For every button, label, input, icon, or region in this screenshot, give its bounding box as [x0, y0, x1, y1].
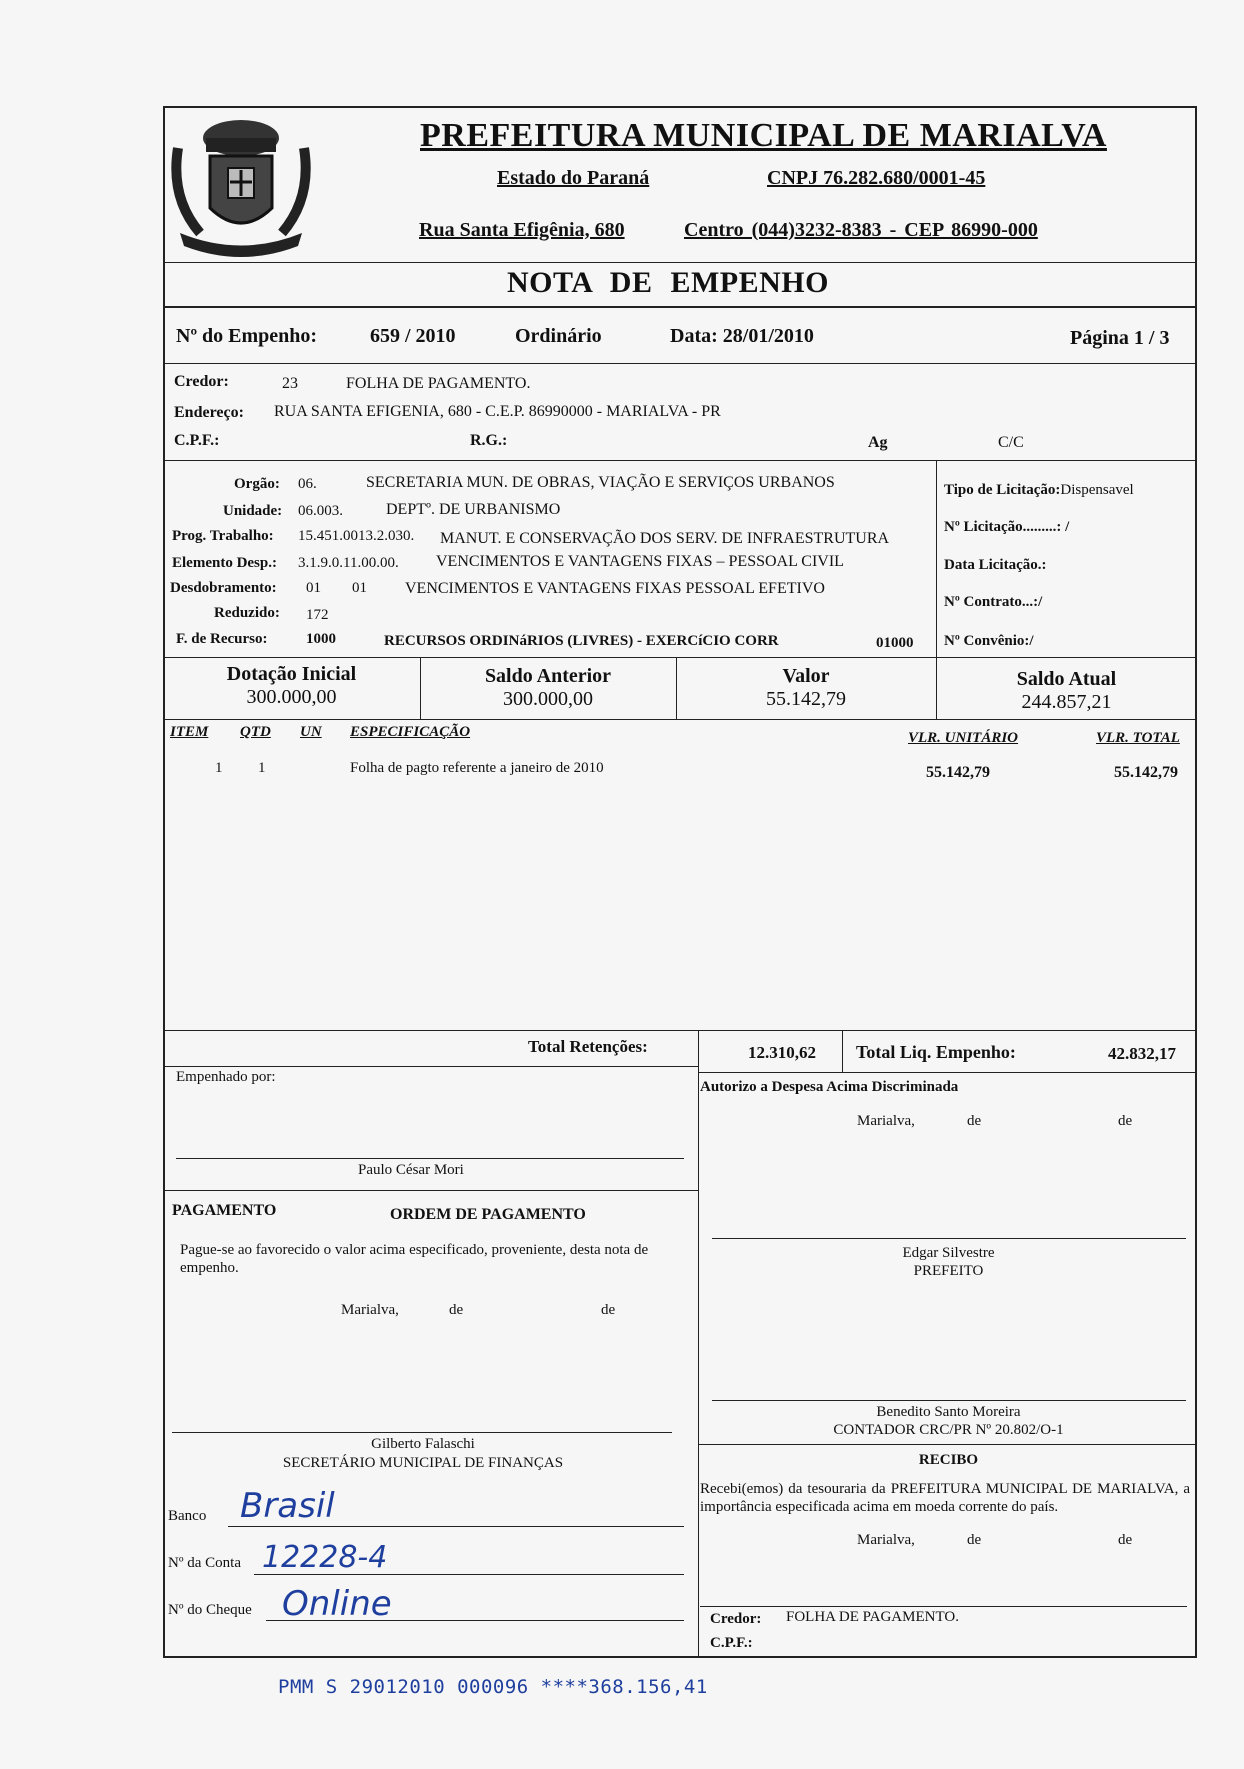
accountant-role: CONTADOR CRC/PR Nº 20.802/O-1	[833, 1422, 1064, 1438]
mayor-role: PREFEITO	[913, 1263, 984, 1279]
empenhado-signer: Paulo César Mori	[358, 1162, 464, 1178]
autorizo-title: Autorizo a Despesa Acima Discriminada	[700, 1079, 959, 1095]
desdobramento-desc: VENCIMENTOS E VANTAGENS FIXAS PESSOAL EFETIVO	[405, 580, 825, 597]
recibo-cpf-label: C.P.F.:	[710, 1635, 753, 1651]
recibo-de-2: de	[1118, 1532, 1133, 1548]
col-spec-header: ESPECIFICAÇÃO	[350, 724, 471, 740]
empenho-number: 659 / 2010	[370, 325, 456, 347]
total-retencoes-value: 12.310,62	[748, 1043, 816, 1062]
table-row-item: 1	[215, 760, 223, 776]
autorizo-de-2: de	[1118, 1113, 1133, 1129]
col-item-header: ITEM	[170, 724, 209, 740]
col-qtd-header: QTD	[240, 724, 271, 740]
recibo-text: Recebi(emos) da tesouraria da PREFEITURA MUNICIPAL DE MARIALVA, a importância especificada acima em moeda corrente do país.	[700, 1481, 1190, 1515]
recurso-code-2: 01000	[876, 635, 914, 651]
empenho-date: Data: 28/01/2010	[670, 325, 814, 347]
desdobramento-code-2: 01	[352, 580, 367, 596]
col-total-header: VLR. TOTAL	[1096, 730, 1180, 746]
table-row-spec: Folha de pagto referente a janeiro de 2010	[350, 760, 604, 776]
elemento-code: 3.1.9.0.11.00.00.	[298, 555, 399, 571]
recibo-title: RECIBO	[918, 1452, 979, 1468]
accountant-name: Benedito Santo Moreira	[876, 1404, 1021, 1420]
orgao-code: 06.	[298, 476, 317, 492]
municipal-coat-of-arms	[170, 108, 312, 258]
autorizo-de-1: de	[967, 1113, 982, 1129]
state-name: Estado do Paraná	[497, 167, 650, 189]
pagamento-de-2: de	[601, 1302, 616, 1318]
convenio-number: Nº Convênio:/	[944, 633, 1034, 649]
pagamento-text: Pague-se ao favorecido o valor acima especificado, proveniente, desta nota de empenho.	[180, 1242, 649, 1276]
orgao-label: Orgão:	[234, 476, 280, 492]
valor-label: Valor	[782, 665, 830, 687]
document-title: NOTA DE EMPENHO	[507, 266, 829, 299]
cheque-handwritten: Online	[282, 1584, 392, 1624]
mechanical-stamp: PMM S 29012010 000096 ****368.156,41	[278, 1676, 708, 1698]
empenhado-por-label: Empenhado por:	[176, 1069, 276, 1085]
table-row-qtd: 1	[258, 760, 266, 776]
rg-label: R.G.:	[470, 432, 508, 449]
ordem-pagamento-title: ORDEM DE PAGAMENTO	[390, 1206, 586, 1223]
recurso-desc: RECURSOS ORDINáRIOS (LIVRES) - EXERCíCIO CORR	[384, 633, 779, 649]
account-label: C/C	[998, 434, 1024, 451]
desdobramento-label: Desdobramento:	[170, 580, 277, 596]
total-retencoes-label: Total Retenções:	[528, 1037, 648, 1056]
banco-handwritten: Brasil	[240, 1486, 335, 1526]
cpf-label: C.P.F.:	[174, 432, 220, 449]
orgao-desc: SECRETARIA MUN. DE OBRAS, VIAÇÃO E SERVIÇOS URBANOS	[366, 474, 835, 491]
dotacao-inicial-value: 300.000,00	[246, 686, 337, 708]
mayor-name: Edgar Silvestre	[902, 1245, 995, 1261]
saldo-atual-value: 244.857,21	[1021, 691, 1112, 713]
desdobramento-code-1: 01	[306, 580, 321, 596]
reduzido-label: Reduzido:	[214, 605, 280, 621]
unidade-label: Unidade:	[223, 503, 283, 519]
secretary-role: SECRETÁRIO MUNICIPAL DE FINANÇAS	[282, 1455, 564, 1471]
table-row-total-value: 55.142,79	[1114, 764, 1178, 781]
recibo-de-1: de	[967, 1532, 982, 1548]
reduzido-value: 172	[306, 607, 329, 623]
elemento-desc: VENCIMENTOS E VANTAGENS FIXAS – PESSOAL CIVIL	[436, 553, 844, 570]
prog-label: Prog. Trabalho:	[172, 528, 274, 544]
recurso-label: F. de Recurso:	[176, 631, 268, 647]
credor-name: FOLHA DE PAGAMENTO.	[346, 375, 531, 392]
col-unit-header: VLR. UNITÁRIO	[908, 730, 1019, 746]
address-contact: Centro (044)3232-8383 - CEP 86990-000	[684, 219, 1038, 241]
dotacao-inicial-label: Dotação Inicial	[226, 663, 357, 685]
empenho-number-label: Nº do Empenho:	[176, 325, 318, 347]
saldo-anterior-value: 300.000,00	[503, 688, 593, 710]
col-un-header: UN	[300, 724, 322, 740]
banco-label: Banco	[168, 1508, 207, 1524]
pagamento-place: Marialva,	[341, 1302, 399, 1318]
contrato-number: Nº Contrato...:/	[944, 594, 1043, 610]
licitacao-number: Nº Licitação.........: /	[944, 519, 1070, 535]
autorizo-place: Marialva,	[857, 1113, 915, 1129]
street-address: Rua Santa Efigênia, 680	[419, 219, 625, 241]
recibo-credor-value: FOLHA DE PAGAMENTO.	[786, 1609, 959, 1625]
prog-desc: MANUT. E CONSERVAÇÃO DOS SERV. DE INFRAESTRUTURA	[440, 530, 890, 547]
elemento-label: Elemento Desp.:	[172, 555, 277, 571]
conta-handwritten: 12228-4	[262, 1540, 388, 1575]
licitacao-type-label: Tipo de Licitação:Dispensavel	[944, 482, 1134, 498]
page-number: Página 1 / 3	[1070, 327, 1170, 349]
pagamento-label: PAGAMENTO	[172, 1202, 277, 1219]
conta-label: Nº da Conta	[168, 1555, 241, 1571]
credor-code: 23	[282, 375, 298, 392]
pagamento-de-1: de	[449, 1302, 464, 1318]
valor-value: 55.142,79	[766, 688, 846, 710]
unidade-code: 06.003.	[298, 503, 343, 519]
licitacao-type-value: Dispensavel	[1060, 482, 1134, 498]
prog-code: 15.451.0013.2.030.	[298, 528, 415, 544]
secretary-name: Gilberto Falaschi	[371, 1436, 475, 1452]
cheque-label: Nº do Cheque	[168, 1602, 252, 1618]
empenho-type: Ordinário	[515, 325, 602, 347]
total-liquido-label: Total Liq. Empenho:	[856, 1042, 1016, 1062]
agency-label: Ag	[868, 434, 888, 451]
saldo-anterior-label: Saldo Anterior	[484, 665, 612, 687]
saldo-atual-label: Saldo Atual	[1016, 668, 1117, 690]
recibo-credor-label: Credor:	[710, 1611, 762, 1627]
recurso-code: 1000	[306, 631, 336, 647]
table-row-unit-value: 55.142,79	[926, 764, 990, 781]
credor-label: Credor:	[174, 373, 229, 390]
unidade-desc: DEPTº. DE URBANISMO	[386, 501, 561, 518]
cnpj: CNPJ 76.282.680/0001-45	[767, 167, 986, 189]
endereco-value: RUA SANTA EFIGENIA, 680 - C.E.P. 86990000 - MARIALVA - PR	[274, 403, 721, 420]
endereco-label: Endereço:	[174, 404, 244, 421]
total-liquido-value: 42.832,17	[1108, 1044, 1176, 1063]
recibo-place: Marialva,	[857, 1532, 915, 1548]
licitacao-date: Data Licitação.:	[944, 557, 1047, 573]
municipality-title: PREFEITURA MUNICIPAL DE MARIALVA	[420, 117, 1107, 154]
